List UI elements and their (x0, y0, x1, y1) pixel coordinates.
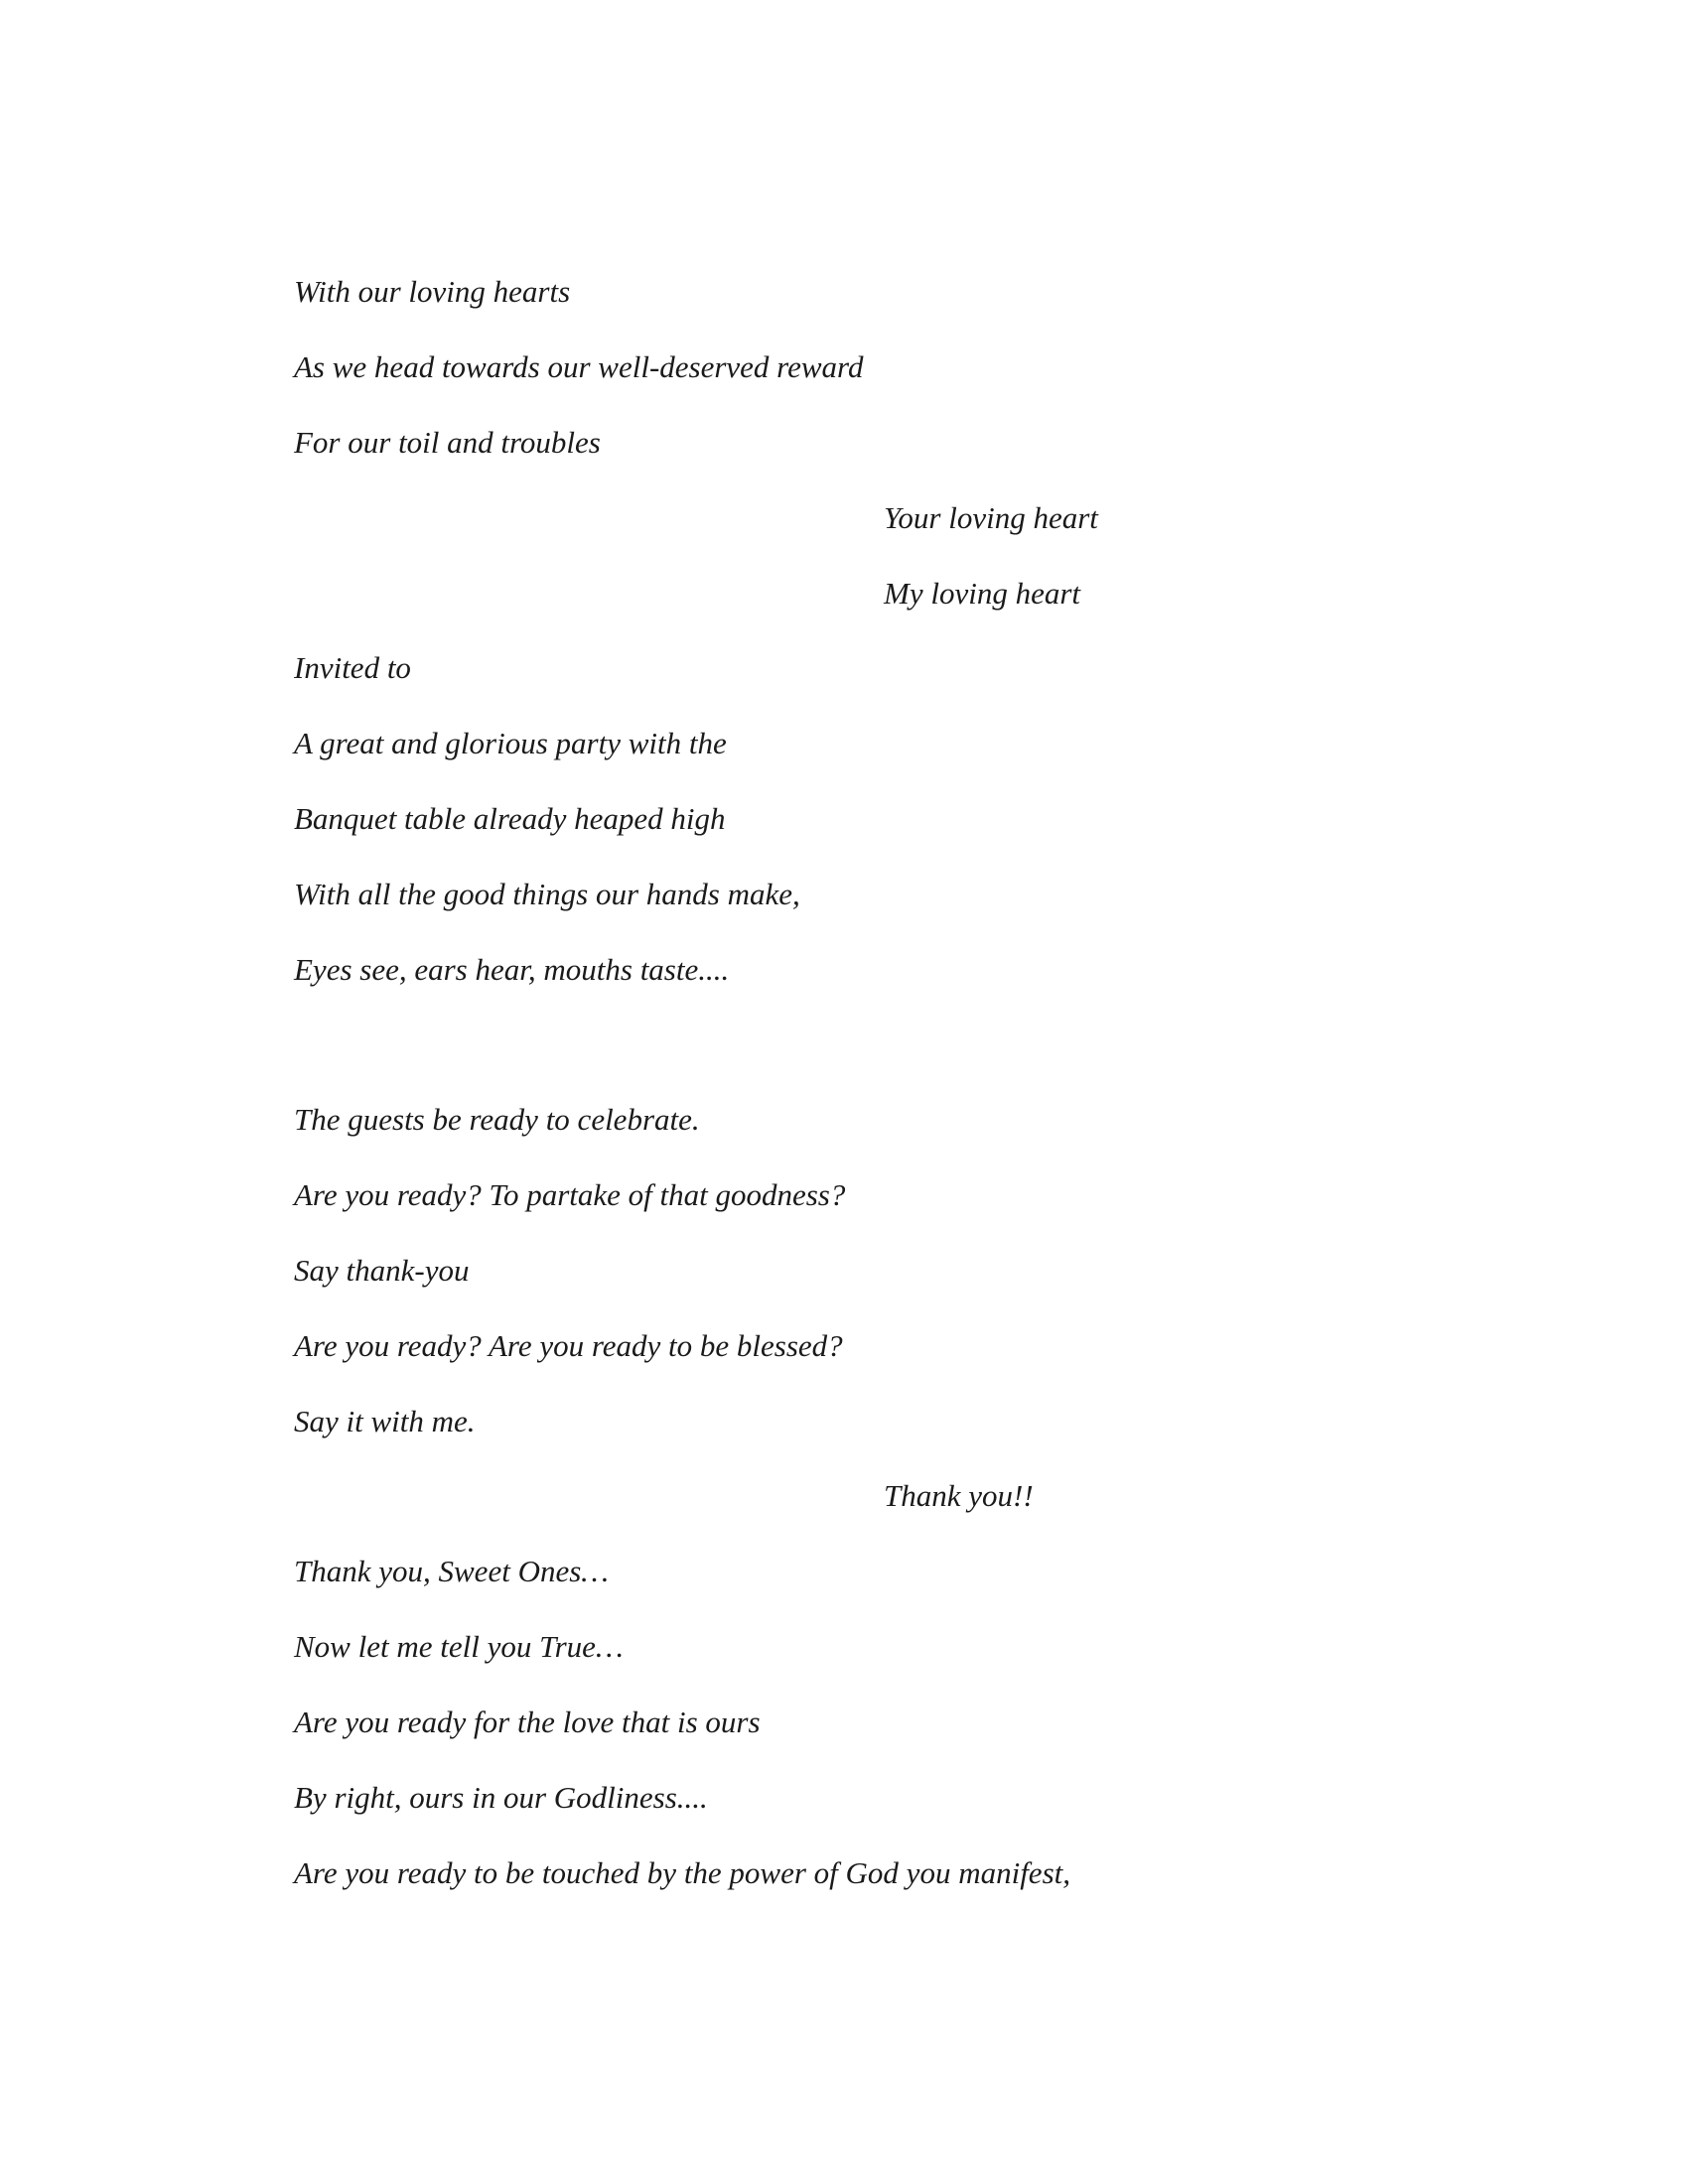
poem-line: For our toil and troubles (294, 425, 601, 460)
poem-line: A great and glorious party with the (294, 726, 727, 760)
poem-line: Are you ready? To partake of that goodness? (294, 1177, 846, 1212)
poem-line: As we head towards our well-deserved reward (294, 349, 864, 384)
poem-line: The guests be ready to celebrate. (294, 1102, 700, 1137)
poem-line: By right, ours in our Godliness.... (294, 1780, 708, 1815)
poem-line: Are you ready for the love that is ours (294, 1705, 761, 1739)
poem-line: Banquet table already heaped high (294, 801, 726, 836)
poem-line-indented: My loving heart (884, 576, 1081, 611)
poem-line: Say thank-you (294, 1253, 470, 1288)
poem-line: Thank you, Sweet Ones… (294, 1554, 609, 1588)
poem-line: Eyes see, ears hear, mouths taste.... (294, 952, 730, 987)
poem-line: Invited to (294, 650, 411, 685)
poem-line-indented: Your loving heart (884, 500, 1098, 535)
poem-line: Are you ready? Are you ready to be blessed? (294, 1328, 843, 1363)
poem-line: Say it with me. (294, 1404, 476, 1438)
poem-line: Are you ready to be touched by the power of God you manifest, (294, 1855, 1070, 1890)
poem-line: With our loving hearts (294, 274, 571, 309)
poem-line-indented: Thank you!! (884, 1478, 1034, 1513)
poem-line: With all the good things our hands make, (294, 877, 800, 911)
poem-line: Now let me tell you True… (294, 1629, 624, 1664)
